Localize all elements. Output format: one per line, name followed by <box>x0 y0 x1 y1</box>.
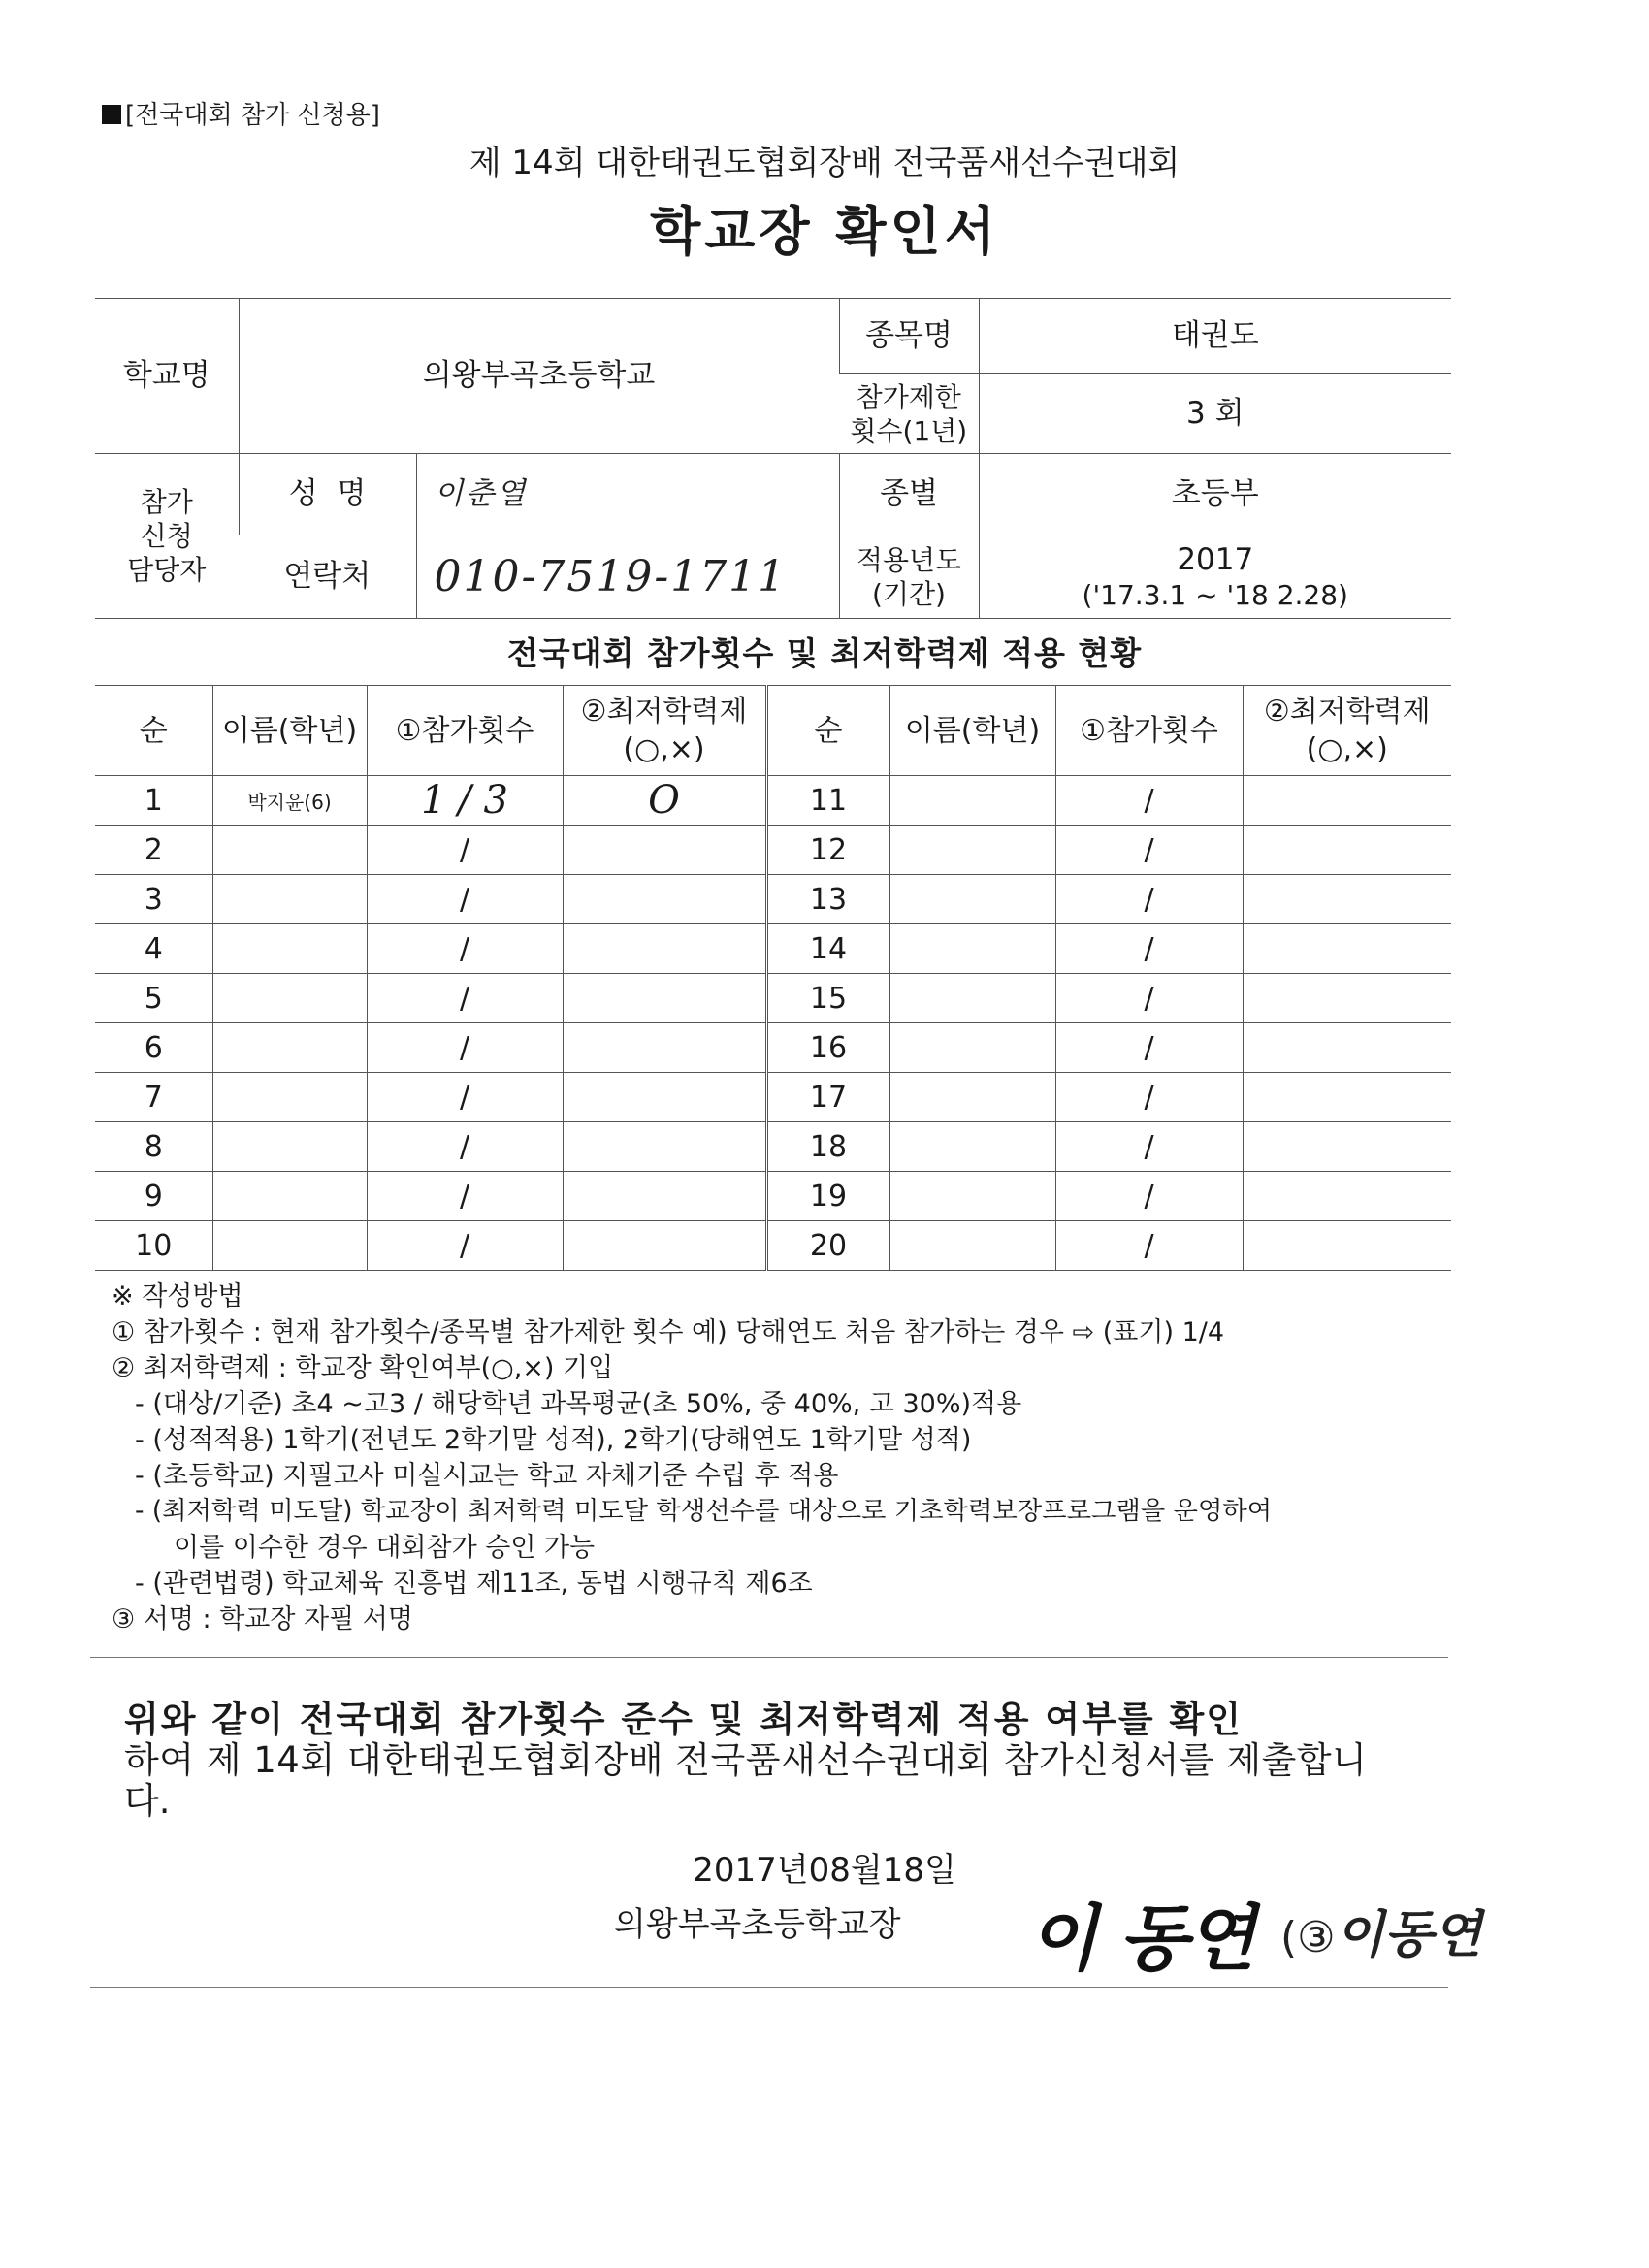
row-number-left: 9 <box>95 1172 212 1221</box>
row-name-left <box>212 974 367 1023</box>
table-row <box>95 1122 1451 1172</box>
divider-line-top <box>90 1657 1448 1658</box>
contact-phone-value: 010-7519-1711 <box>416 535 839 619</box>
applicant-label-line1: 참가 <box>140 486 193 518</box>
row-min-right <box>1243 1122 1451 1172</box>
applicant-info-table <box>95 298 1451 619</box>
contact-phone-label: 연락처 <box>239 535 416 619</box>
applicant-label-line2: 신청 <box>140 520 193 552</box>
row-count-left: 1 / 3 <box>367 776 563 826</box>
instructions-heading: ※ 작성방법 <box>112 1281 243 1312</box>
row-count-right: / <box>1055 1172 1243 1221</box>
header-min-left-line2: (○,×) <box>623 732 705 766</box>
table-row <box>95 875 1451 924</box>
header-no-left: 순 <box>95 686 212 776</box>
status-table-caption: 전국대회 참가횟수 및 최저학력제 적용 현황 <box>506 634 1143 672</box>
note-count: ① 참가횟수 : 현재 참가횟수/종목별 참가제한 횟수 예) 당해연도 처음 참가하는 경우 ⇨ (표기) 1/4 <box>112 1317 1225 1347</box>
header-min-right-line1: ②최저학력제 <box>1263 695 1431 729</box>
note-not-met: - (최저학력 미도달) 학교장이 최저학력 미도달 학생선수를 대상으로 기초학력보장프로그램을 운영하여 <box>135 1497 1273 1526</box>
row-number-left: 8 <box>95 1122 212 1172</box>
statement-line1: 위와 같이 전국대회 참가횟수 준수 및 최저학력제 적용 여부를 확인 <box>124 1699 1243 1740</box>
statement-line3: 다. <box>124 1780 171 1822</box>
header-count-left: ①참가횟수 <box>367 686 563 776</box>
note-target: - (대상/기준) 초4 ~고3 / 해당학년 과목평균(초 50%, 중 40%, 고 30%)적용 <box>135 1389 1022 1419</box>
row-name-right <box>889 1023 1055 1073</box>
applicant-label-line3: 담당자 <box>127 554 207 586</box>
row-number-right: 19 <box>766 1172 889 1221</box>
year-label-line1: 적용년도 <box>856 543 962 576</box>
stamp-signature: 이동연 <box>1335 1905 1482 1964</box>
row-count-left: / <box>367 924 563 974</box>
contact-name-label: 성 명 <box>239 454 416 535</box>
year-value-line: 2017 <box>1177 541 1254 577</box>
row-min-left: O <box>563 776 766 826</box>
row-name-right <box>889 776 1055 826</box>
row-number-left: 5 <box>95 974 212 1023</box>
signature-stamp <box>1280 1894 1481 1966</box>
row-number-left: 7 <box>95 1073 212 1122</box>
row-number-right: 18 <box>766 1122 889 1172</box>
row-min-right <box>1243 974 1451 1023</box>
header-min-left <box>563 686 766 776</box>
row-name-left <box>212 875 367 924</box>
row-name-right <box>889 1073 1055 1122</box>
row-number-left: 1 <box>95 776 212 826</box>
header-min-left-line1: ②최저학력제 <box>580 695 748 729</box>
event-label: 종목명 <box>839 299 979 374</box>
table-row <box>95 1172 1451 1221</box>
limit-value: 3 회 <box>979 374 1451 454</box>
year-label-line2: (기간) <box>872 577 946 610</box>
row-number-left: 2 <box>95 826 212 875</box>
table-row <box>95 1073 1451 1122</box>
row-count-left: / <box>367 1023 563 1073</box>
row-name-left <box>212 826 367 875</box>
divider-line-bottom <box>90 1987 1448 1988</box>
year-period-line: ('17.3.1 ~ '18 2.28) <box>1082 579 1348 612</box>
row-number-left: 4 <box>95 924 212 974</box>
row-min-right <box>1243 826 1451 875</box>
limit-label-line2: 횟수(1년) <box>850 414 968 447</box>
note-not-met-cont: 이를 이수한 경우 대회참가 승인 가능 <box>174 1533 596 1563</box>
row-name-left <box>212 924 367 974</box>
event-subtitle: 제 14회 대한태권도협회장배 전국품새선수권대회 <box>469 144 1180 182</box>
row-count-right: / <box>1055 1073 1243 1122</box>
row-name-left <box>212 1221 367 1271</box>
row-min-right <box>1243 924 1451 974</box>
row-name-right <box>889 924 1055 974</box>
school-name-value: 의왕부곡초등학교 <box>239 299 839 454</box>
stamp-prefix: (③ <box>1280 1913 1336 1962</box>
header-name-left: 이름(학년) <box>212 686 367 776</box>
table-row <box>95 826 1451 875</box>
row-name-right <box>889 1122 1055 1172</box>
row-count-left: / <box>367 826 563 875</box>
row-name-left <box>212 1122 367 1172</box>
row-min-left <box>563 826 766 875</box>
row-number-right: 15 <box>766 974 889 1023</box>
table-row <box>95 1023 1451 1073</box>
header-no-right: 순 <box>766 686 889 776</box>
form-usage-tag <box>102 95 380 131</box>
row-number-right: 17 <box>766 1073 889 1122</box>
row-number-left: 6 <box>95 1023 212 1073</box>
statement-line2: 하여 제 14회 대한태권도협회장배 전국품새선수권대회 참가신청서를 제출합니 <box>124 1739 1368 1781</box>
year-value <box>979 535 1451 619</box>
square-bullet-icon <box>102 105 121 124</box>
row-count-left: / <box>367 1172 563 1221</box>
row-count-right: / <box>1055 974 1243 1023</box>
row-min-left <box>563 924 766 974</box>
confirmation-statement <box>124 1700 1443 1822</box>
issue-date: 2017년08월18일 <box>693 1851 956 1890</box>
category-label: 종별 <box>839 454 979 535</box>
row-number-right: 20 <box>766 1221 889 1271</box>
header-min-right <box>1243 686 1451 776</box>
header-count-right: ①참가횟수 <box>1055 686 1243 776</box>
school-name-label: 학교명 <box>95 299 239 454</box>
row-count-left: / <box>367 1073 563 1122</box>
row-min-left <box>563 1172 766 1221</box>
row-name-right <box>889 1221 1055 1271</box>
row-number-left: 3 <box>95 875 212 924</box>
note-signature: ③ 서명 : 학교장 자필 서명 <box>112 1604 413 1635</box>
table-row <box>95 776 1451 826</box>
row-count-right: / <box>1055 826 1243 875</box>
row-count-left: / <box>367 875 563 924</box>
row-min-left <box>563 1073 766 1122</box>
row-min-right <box>1243 1073 1451 1122</box>
document-title: 학교장 확인서 <box>650 201 999 262</box>
row-number-right: 16 <box>766 1023 889 1073</box>
principal-title: 의왕부곡초등학교장 <box>614 1905 901 1944</box>
row-min-left <box>563 1122 766 1172</box>
form-usage-text: [전국대회 참가 신청용] <box>125 101 380 130</box>
row-number-right: 12 <box>766 826 889 875</box>
row-count-left: / <box>367 1221 563 1271</box>
table-row <box>95 924 1451 974</box>
participants-table <box>95 685 1451 1271</box>
event-value: 태권도 <box>979 299 1451 374</box>
row-min-right <box>1243 1172 1451 1221</box>
row-name-left <box>212 1073 367 1122</box>
limit-label-line1: 참가제한 <box>856 380 961 413</box>
row-count-left: / <box>367 1122 563 1172</box>
row-min-left <box>563 1023 766 1073</box>
note-elementary: - (초등학교) 지필고사 미실시교는 학교 자체기준 수립 후 적용 <box>135 1461 839 1491</box>
category-value: 초등부 <box>979 454 1451 535</box>
row-name-left: 박지윤(6) <box>212 776 367 826</box>
header-min-right-line2: (○,×) <box>1306 732 1388 766</box>
row-name-right <box>889 875 1055 924</box>
note-min-standard: ② 최저학력제 : 학교장 확인여부(○,×) 기입 <box>112 1353 614 1383</box>
row-min-left <box>563 875 766 924</box>
row-min-left <box>563 1221 766 1271</box>
row-name-left <box>212 1172 367 1221</box>
row-number-right: 11 <box>766 776 889 826</box>
row-count-right: / <box>1055 875 1243 924</box>
note-grades: - (성적적용) 1학기(전년도 2학기말 성적), 2학기(당해연도 1학기말 성적) <box>135 1425 972 1455</box>
row-number-right: 14 <box>766 924 889 974</box>
row-name-right <box>889 974 1055 1023</box>
row-count-left: / <box>367 974 563 1023</box>
row-count-right: / <box>1055 924 1243 974</box>
row-count-right: / <box>1055 776 1243 826</box>
row-min-left <box>563 974 766 1023</box>
principal-signature: 이 동연 <box>1028 1897 1254 1981</box>
header-name-right: 이름(학년) <box>889 686 1055 776</box>
row-name-right <box>889 826 1055 875</box>
note-law: - (관련법령) 학교체육 진흥법 제11조, 동법 시행규칙 제6조 <box>135 1569 813 1599</box>
applicant-label <box>95 454 239 619</box>
table-row <box>95 974 1451 1023</box>
instructions <box>112 1279 1460 1637</box>
row-count-right: / <box>1055 1122 1243 1172</box>
row-name-left <box>212 1023 367 1073</box>
year-label <box>839 535 979 619</box>
row-number-right: 13 <box>766 875 889 924</box>
contact-name-value: 이춘열 <box>416 454 839 535</box>
row-min-right <box>1243 875 1451 924</box>
row-name-right <box>889 1172 1055 1221</box>
row-min-right <box>1243 776 1451 826</box>
row-min-right <box>1243 1023 1451 1073</box>
row-count-right: / <box>1055 1023 1243 1073</box>
row-number-left: 10 <box>95 1221 212 1271</box>
row-count-right: / <box>1055 1221 1243 1271</box>
row-min-right <box>1243 1221 1451 1271</box>
limit-label <box>839 374 979 454</box>
table-row <box>95 1221 1451 1271</box>
